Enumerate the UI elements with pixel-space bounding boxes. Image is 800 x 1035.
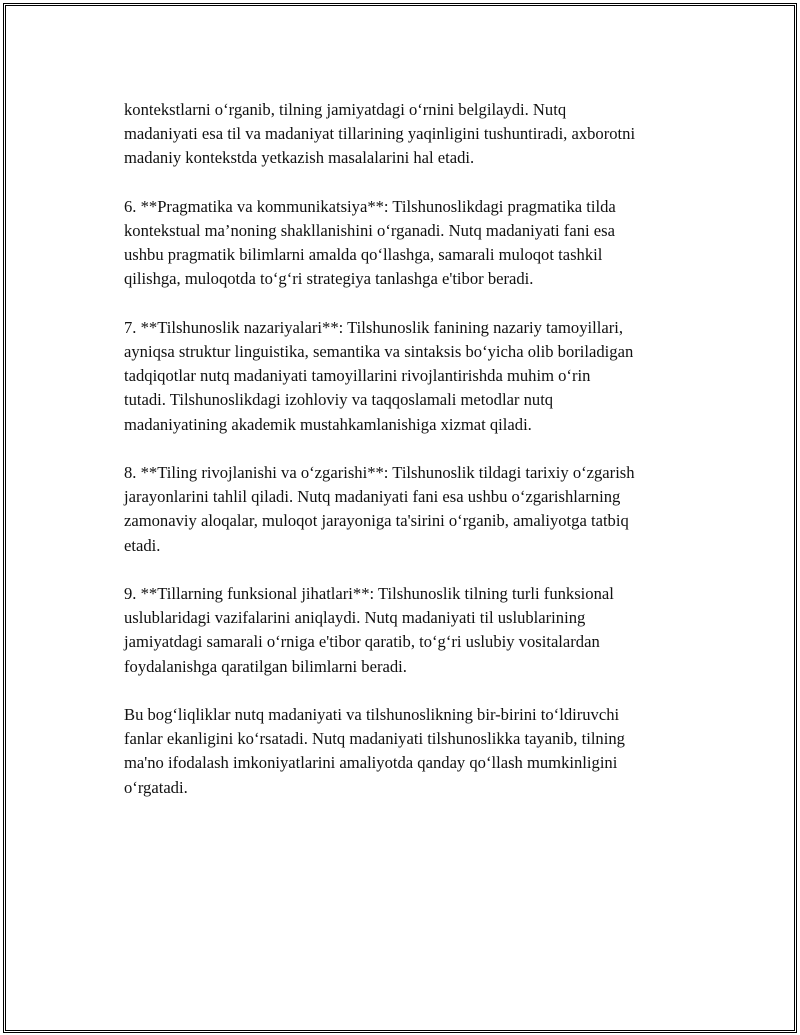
text-line: Bu bog‘liqliklar nutq madaniyati va tilshunoslikning bir-birini to‘ldiruvchi: [124, 705, 620, 724]
paragraph-item-9: [124, 582, 704, 679]
text-line: jamiyatdagi samarali o‘rniga e'tibor qaratib, to‘g‘ri uslubiy vositalardan: [124, 632, 600, 652]
text-line: 6. **Pragmatika va kommunikatsiya**: Tilshunoslikdagi pragmatika tilda: [124, 196, 616, 216]
text-line: kontekstual ma’noning shakllanishini o‘rganadi. Nutq madaniyati fani esa: [124, 221, 615, 240]
text-line: zamonaviy aloqalar, muloqot jarayoniga ta'sirini o‘rganib, amaliyotga tatbiq: [124, 511, 629, 531]
paragraph-conclusion: [124, 703, 704, 800]
text-line: uslublaridagi vazifalarini aniqlaydi. Nutq madaniyati til uslublarining: [124, 608, 586, 628]
text-line: 7. **Tilshunoslik nazariyalari**: Tilshunoslik fanining nazariy tamoyillari,: [124, 317, 624, 337]
text-line: 8. **Tiling rivojlanishi va o‘zgarishi**: Tilshunoslik tildagi tarixiy o‘zgarish: [124, 463, 635, 482]
document-body: [124, 98, 704, 824]
text-line: tadqiqotlar nutq madaniyati tamoyillarini rivojlantirishda muhim o‘rin: [124, 366, 591, 386]
text-line: o‘rgatadi.: [124, 777, 188, 797]
paragraph-item-6: [124, 195, 704, 292]
text-line: ayniqsa struktur linguistika, semantika va sintaksis bo‘yicha olib boriladigan: [124, 342, 634, 361]
text-line: ushbu pragmatik bilimlarni amalda qo‘llashga, samarali muloqot tashkil: [124, 245, 603, 265]
text-line: fanlar ekanligini ko‘rsatadi. Nutq madaniyati tilshunoslikka tayanib, tilning: [124, 729, 625, 749]
text-line: kontekstlarni o‘rganib, tilning jamiyatdagi o‘rnini belgilaydi. Nutq: [124, 100, 567, 119]
text-line: tutadi. Tilshunoslikdagi izohloviy va taqqoslamali metodlar nutq: [124, 390, 554, 410]
text-line: etadi.: [124, 535, 161, 555]
text-line: jarayonlarini tahlil qiladi. Nutq madaniyati fani esa ushbu o‘zgarishlarning: [124, 487, 621, 507]
page-border: [3, 3, 797, 1033]
text-line: 9. **Tillarning funksional jihatlari**: Tilshunoslik tilning turli funksional: [124, 584, 614, 603]
paragraph-context: [124, 98, 704, 171]
text-line: ma'no ifodalash imkoniyatlarini amaliyotda qanday qo‘llash mumkinligini: [124, 753, 618, 773]
text-line: madaniyatining akademik mustahkamlanishiga xizmat qiladi.: [124, 414, 532, 434]
text-line: foydalanishga qaratilgan bilimlarni beradi.: [124, 656, 407, 676]
paragraph-item-8: [124, 461, 704, 558]
text-line: madaniy kontekstda yetkazish masalalarini hal etadi.: [124, 148, 475, 168]
text-line: qilishga, muloqotda to‘g‘ri strategiya tanlashga e'tibor beradi.: [124, 269, 534, 289]
paragraph-item-7: [124, 316, 704, 437]
text-line: madaniyati esa til va madaniyat tillarining yaqinligini tushuntiradi, axborotni: [124, 124, 636, 144]
